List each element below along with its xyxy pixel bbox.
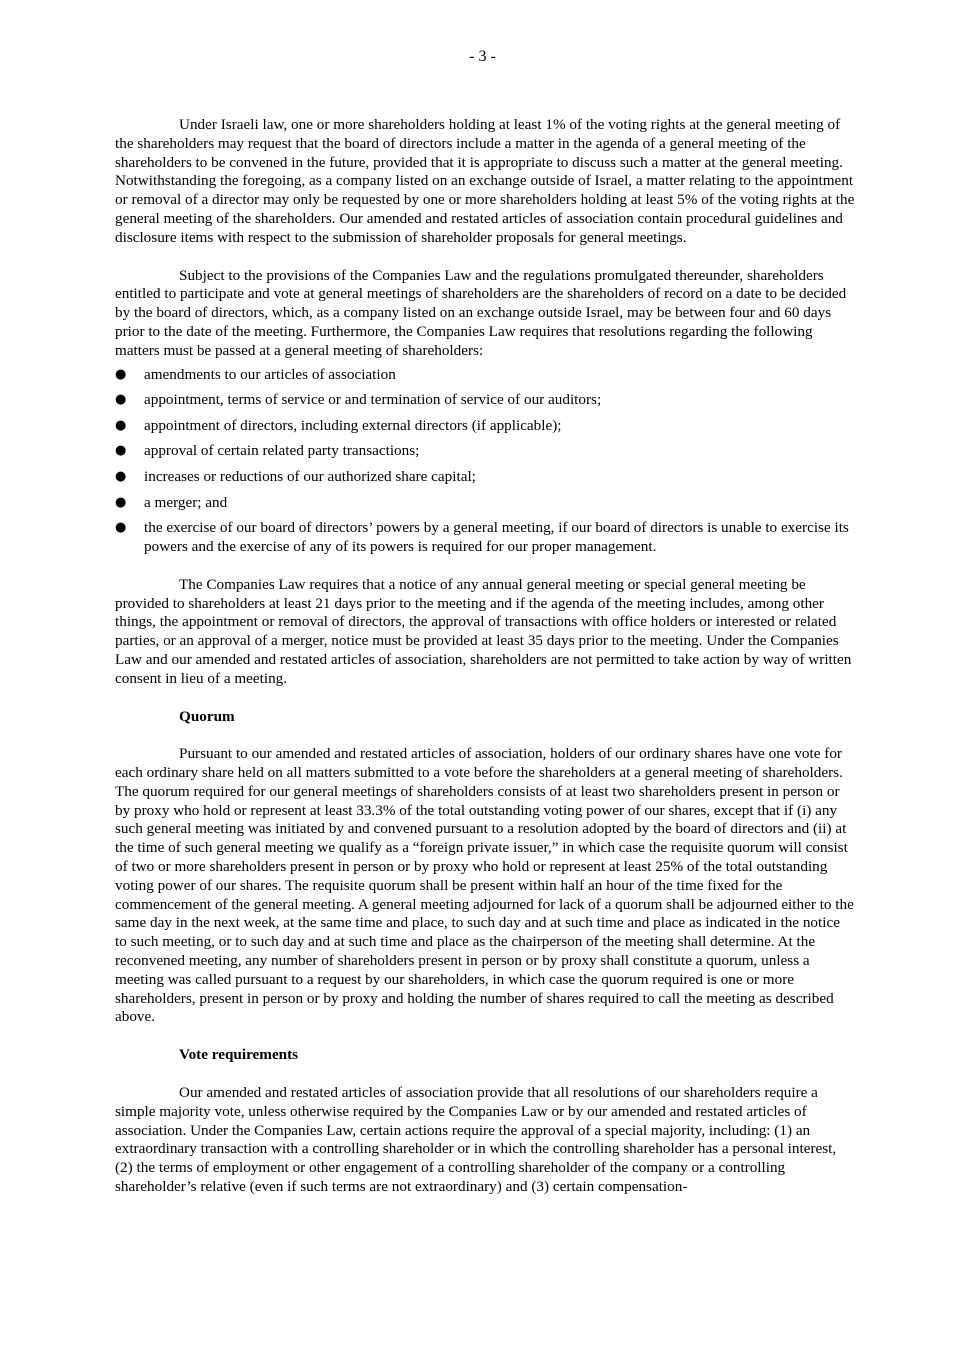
bullet-icon: ● bbox=[115, 520, 127, 536]
list-item-text: amendments to our articles of association bbox=[144, 365, 396, 383]
bullet-icon: ● bbox=[115, 417, 127, 433]
bullet-icon: ● bbox=[115, 494, 127, 510]
document-body bbox=[115, 0, 855, 1197]
page-number: - 3 - bbox=[469, 48, 496, 65]
list-item bbox=[115, 417, 855, 436]
list-item-text: appointment of directors, including external directors (if applicable); bbox=[144, 416, 562, 434]
paragraph-shareholder-proposals: Under Israeli law, one or more shareholders holding at least 1% of the voting rights at the general meeting of the shareholders may request that the board of directors include a matter in the agenda of a general meeting of the shareholders to be convened in the future, provided that it is appropriate to discuss such a matter at the general meeting. Notwithstanding the foregoing, as a company listed on an exchange outside of Israel, a matter relating to the appointment or removal of a director may only be requested by one or more shareholders holding at least 5% of the voting rights at the general meeting of the shareholders. Our amended and restated articles of association contain procedural guidelines and disclosure items with respect to the submission of shareholder proposals for general meetings. bbox=[115, 116, 855, 246]
section-heading-quorum: Quorum bbox=[179, 707, 235, 725]
bullet-icon: ● bbox=[115, 392, 127, 408]
list-item bbox=[115, 366, 855, 385]
bullet-icon: ● bbox=[115, 443, 127, 459]
paragraph-quorum: Pursuant to our amended and restated articles of association, holders of our ordinary shares have one vote for each ordinary share held on all matters submitted to a vote before the shareholders at a general meeting of shareholders. The quorum required for our general meetings of shareholders consists of at least two shareholders present in person or by proxy who hold or represent at least 33.3% of the total outstanding voting power of our shares, except that if (i) any such general meeting was initiated by and convened pursuant to a resolution adopted by the board of directors and (ii) at the time of such general meeting we qualify as a “foreign private issuer,” in which case the requisite quorum will consist of two or more shareholders present in person or by proxy who hold or represent at least 25% of the total outstanding voting power of our shares. The requisite quorum shall be present within half an hour of the time fixed for the commencement of the general meeting. A general meeting adjourned for lack of a quorum shall be adjourned either to the same day in the next week, at the same time and place, to such day and at such time and place as indicated in the notice to such meeting, or to such day and at such time and place as the chairperson of the meeting shall determine. At the reconvened meeting, any number of shareholders present in person or by proxy shall constitute a quorum, unless a meeting was called pursuant to a request by our shareholders, in which case the quorum required is one or more shareholders, present in person or by proxy and holding the number of shares required to call the meeting as described above. bbox=[115, 745, 854, 1026]
list-item bbox=[115, 442, 855, 461]
bullet-icon: ● bbox=[115, 468, 127, 484]
list-item bbox=[115, 468, 855, 487]
list-item-text: increases or reductions of our authorized share capital; bbox=[144, 467, 476, 485]
paragraph-notice-requirements: The Companies Law requires that a notice of any annual general meeting or special general meeting be provided to shareholders at least 21 days prior to the meeting and if the agenda of the meeting includes, among other things, the appointment or removal of directors, the approval of transactions with office holders or interested or related parties, or an approval of a merger, notice must be provided at least 35 days prior to the meeting. Under the Companies Law and our amended and restated articles of association, shareholders are not permitted to take action by way of written consent in lieu of a meeting. bbox=[115, 575, 852, 687]
list-item-text: approval of certain related party transactions; bbox=[144, 442, 420, 460]
section-heading-vote-requirements: Vote requirements bbox=[179, 1046, 299, 1064]
list-item bbox=[115, 391, 855, 410]
list-item-text: a merger; and bbox=[144, 493, 228, 511]
bullet-icon: ● bbox=[115, 366, 127, 382]
list-item-text: the exercise of our board of directors’ powers by a general meeting, if our board of directors is unable to exercise its powers and the exercise of any of its powers is required for our proper management. bbox=[144, 519, 849, 555]
list-item-text: appointment, terms of service or and termination of service of our auditors; bbox=[144, 391, 602, 409]
list-item bbox=[115, 494, 855, 513]
general-meeting-matters-list bbox=[115, 366, 855, 557]
paragraph-record-date: Subject to the provisions of the Companies Law and the regulations promulgated thereunder, shareholders entitled to participate and vote at general meetings of shareholders are the shareholders of record on a date to be decided by the board of directors, which, as a company listed on an exchange outside Israel, may be between four and 60 days prior to the date of the meeting. Furthermore, the Companies Law requires that resolutions regarding the following matters must be passed at a general meeting of shareholders: bbox=[115, 266, 847, 359]
paragraph-vote-requirements: Our amended and restated articles of association provide that all resolutions of our shareholders require a simple majority vote, unless otherwise required by the Companies Law or by our amended and restated articles of association. Under the Companies Law, certain actions require the approval of a special majority, including: (1) an extraordinary transaction with a controlling shareholder or in which the controlling shareholder has a personal interest, (2) the terms of employment or other engagement of a controlling shareholder of the company or a controlling shareholder’s relative (even if such terms are not extraordinary) and (3) certain compensation- bbox=[115, 1084, 837, 1196]
list-item bbox=[115, 519, 855, 557]
